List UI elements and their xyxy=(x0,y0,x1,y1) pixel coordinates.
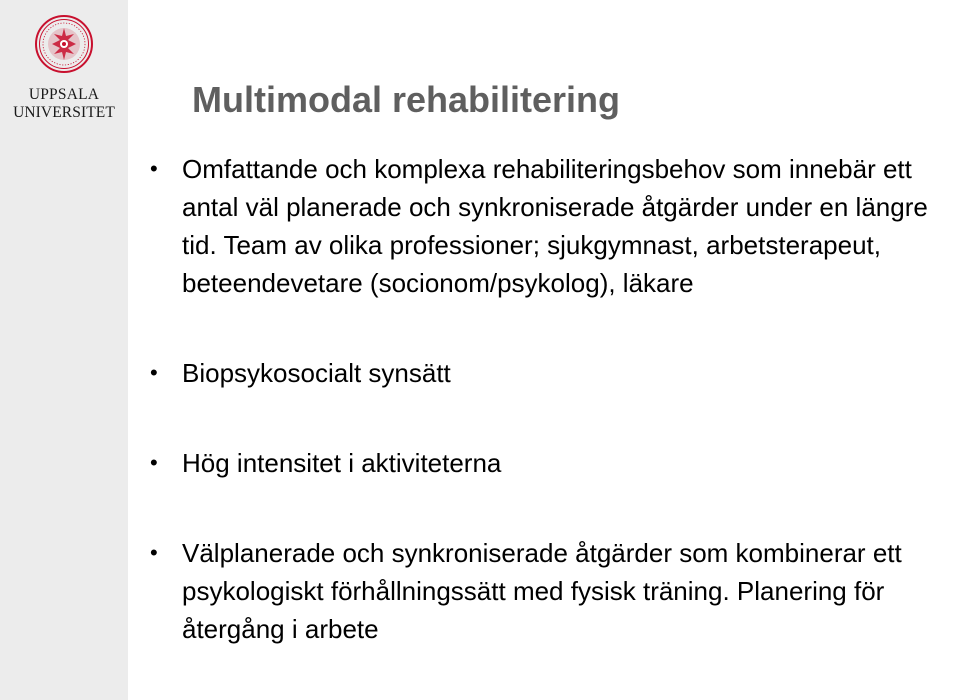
bullet-item xyxy=(150,444,950,482)
bullet-text: Hög intensitet i aktiviteterna xyxy=(182,448,502,478)
logo-line-1: UPPSALA xyxy=(28,86,100,103)
bullet-text: Omfattande och komplexa rehabiliteringsbehov som innebär ett antal väl planerade och synkroniserade åtgärder under en längre tid. Team av olika professioner; sjukgymnast, arbetsterapeut, beteendevetare (socionom/psykolog), läkare xyxy=(182,154,928,298)
bullet-list xyxy=(150,150,950,648)
bullet-icon: • xyxy=(150,540,158,565)
bullet-item xyxy=(150,354,950,392)
bullet-icon: • xyxy=(150,360,158,385)
bullet-text: Välplanerade och synkroniserade åtgärder som kombinerar ett psykologiskt förhållningssätt med fysisk träning. Planering för återgång i arbete xyxy=(182,538,902,644)
logo-line-2: UNIVERSITET xyxy=(13,104,115,121)
university-logo xyxy=(0,14,128,122)
bullet-text: Biopsykosocialt synsätt xyxy=(182,358,451,388)
university-seal-icon xyxy=(34,14,94,74)
bullet-icon: • xyxy=(150,450,158,475)
bullet-icon: • xyxy=(150,156,158,181)
bullet-item xyxy=(150,534,950,648)
left-band xyxy=(0,0,128,700)
slide-title: Multimodal rehabilitering xyxy=(192,79,621,120)
bullet-item xyxy=(150,150,950,302)
logo-wordmark xyxy=(0,86,128,122)
